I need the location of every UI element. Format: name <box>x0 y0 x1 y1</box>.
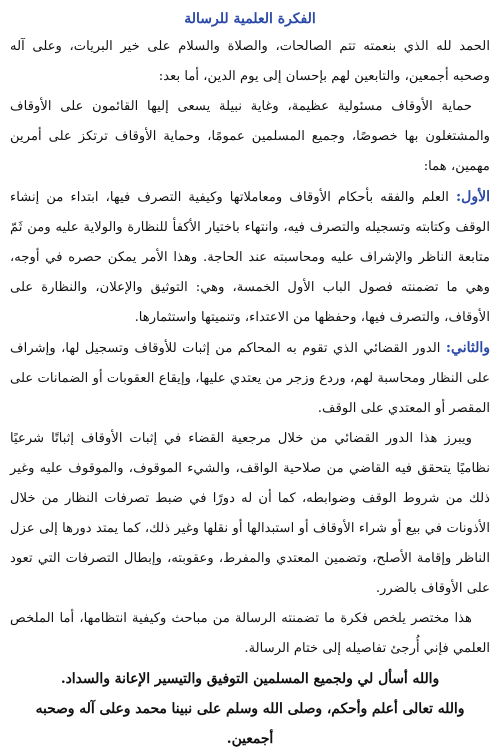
second-point-paragraph <box>10 333 490 424</box>
first-point-label: الأول: <box>456 189 490 205</box>
first-point-paragraph <box>10 182 490 333</box>
summary-paragraph: هذا مختصر يلخص فكرة ما تضمنته الرسالة من مباحث وكيفية انتظامها، أما الملخص العلمي فإني أُرجئ تفاصيله إلى ختام الرسالة. <box>10 611 490 656</box>
closing-prayer: والله أسأل لي ولجميع المسلمين التوفيق والتيسير الإعانة والسداد. <box>60 671 440 687</box>
second-point-label: والثاني: <box>445 340 490 356</box>
second-point-text: الدور القضائي الذي تقوم به المحاكم من إثبات للأوقاف وتسجيل لها، وإشراف على النظار ومحاسبة لهم، وردع وزجر من يعتدي عليها، وإيقاع العقوبات أو الضمانات على المقصر أو المعتدي على الوقف. <box>10 341 490 416</box>
intro-paragraph: الحمد لله الذي بنعمته تتم الصالحات، والصلاة والسلام على خير البريات، وعلى آله وصحبه أجمعين، والتابعين لهم بإحسان إلى يوم الدين، أما بعد: <box>10 39 490 84</box>
judicial-role-paragraph: ويبرز هذا الدور القضائي من خلال مرجعية القضاء في إثبات الأوقاف إثباتًا شرعيًا نظاميًا يتحقق فيه القاضي من صلاحية الواقف، والشيء الموقوف، والموقوف عليه وغير ذلك من شروط الوقف وضوابطه، كما أن له دورًا في ضبط تصرفات النظار من خلال الأذونات في بيع أو شراء الأوقاف أو استبدالها أو نقلها وغير ذلك، كما يمتد دورها إلى عزل الناظر وإقامة الأصلح، وتضمين المعتدي والمفرط، وعقوبته، وإبطال التصرفات التي تعود على الأوقاف بالضرر. <box>10 431 490 596</box>
page-title: الفكرة العلمية للرسالة <box>184 11 316 27</box>
closing-salutation: والله تعالى أعلم وأحكم، وصلى الله وسلم على نبينا محمد وعلى آله وصحبه أجمعين. <box>35 701 465 747</box>
waqf-protection-paragraph: حماية الأوقاف مسئولية عظيمة، وغاية نبيلة يسعى إليها القائمون على الأوقاف والمشتغلون بها خصوصًا، وجميع المسلمين عمومًا، وحماية الأوقاف ترتكز على أمرين مهمين، هما: <box>10 99 490 174</box>
first-point-text: العلم والفقه بأحكام الأوقاف ومعاملاتها وكيفية التصرف فيها، ابتداء من إنشاء الوقف وكتابته وتسجيله والتصرف فيه، وانتهاء باختيار الأكفأ للنظارة والولاية عليه ومن ثَمّ متابعة الناظر والإشراف عليه ومحاسبته عند الحاجة. وهذا الأمر يمكن حصره في أوجه، وهي ما تضمنته فصول الباب الأول الخمسة، وهي: التوثيق والإعلان، والنظارة على الأوقاف، والتصرف فيها، وحفظها من الاعتداء، وتنميتها واستثمارها. <box>10 190 490 325</box>
